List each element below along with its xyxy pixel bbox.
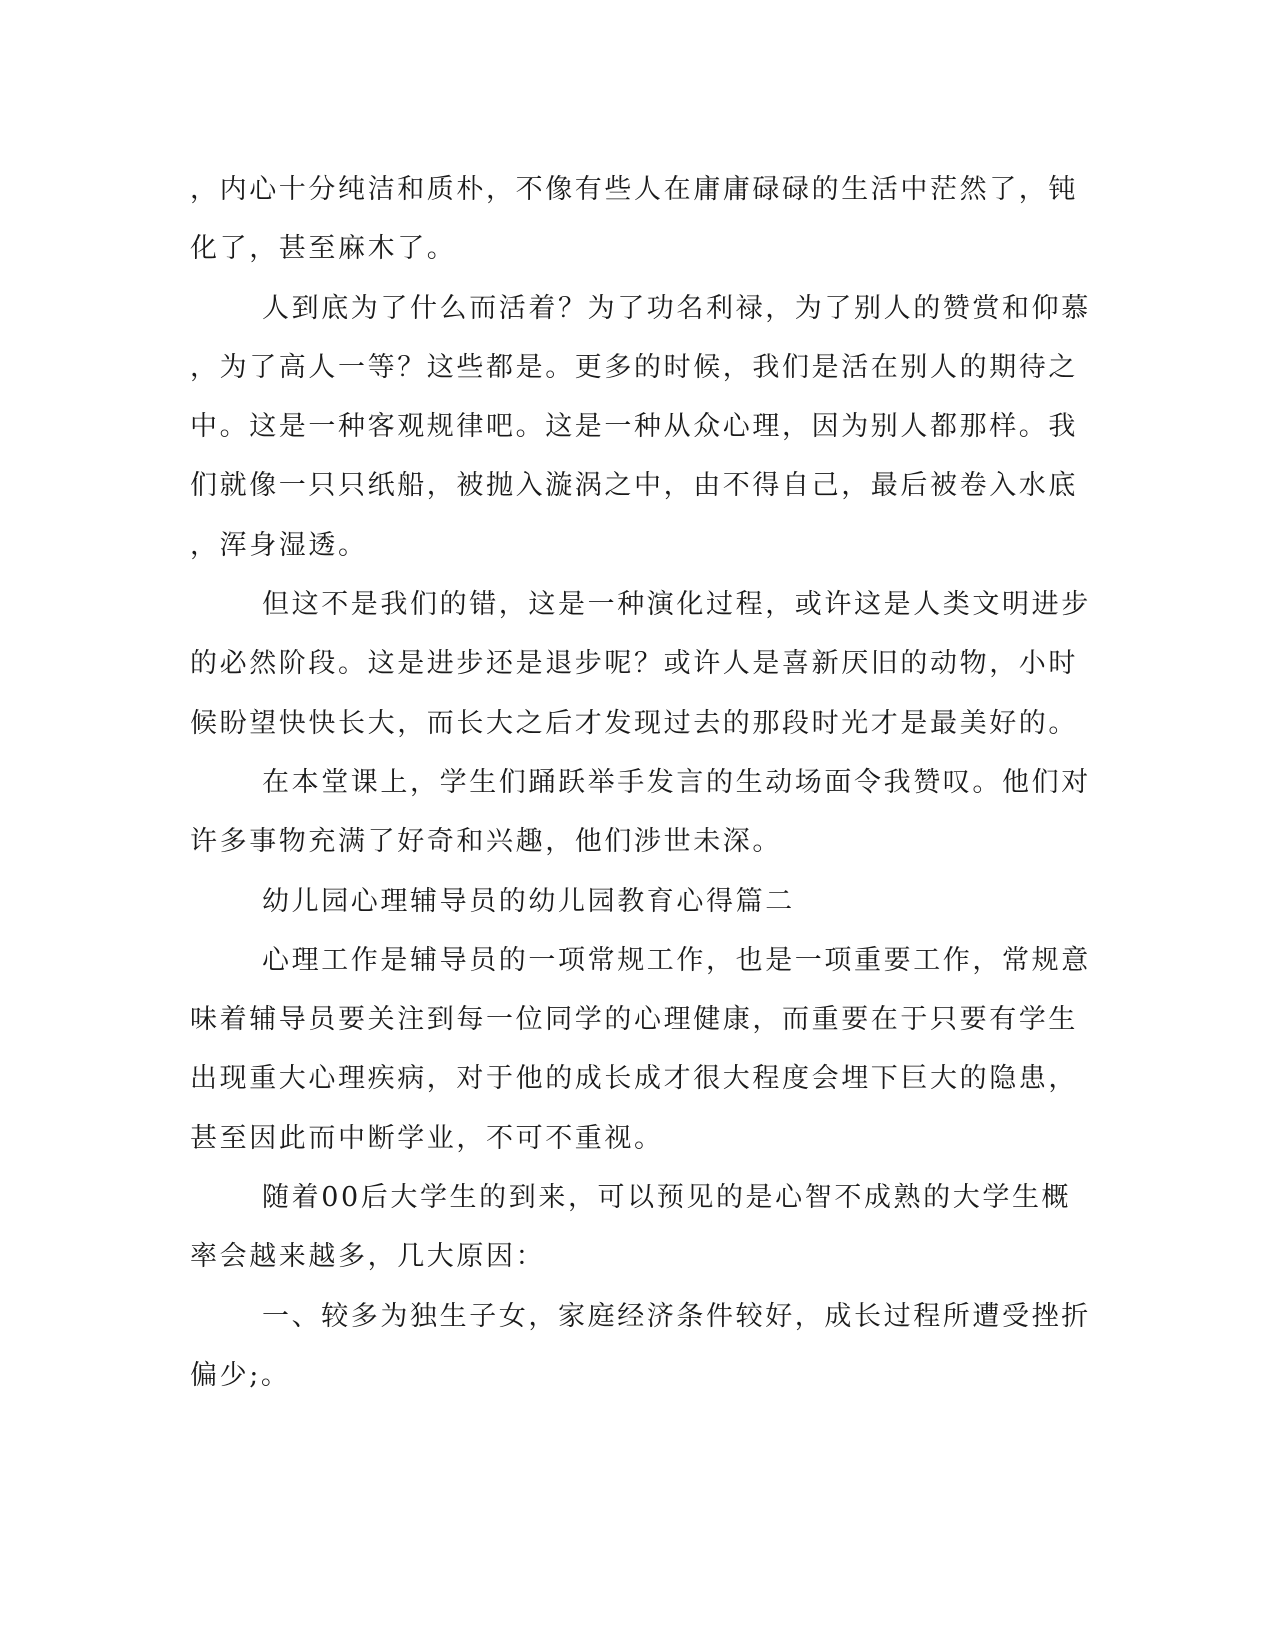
text-line: ，内心十分纯洁和质朴，不像有些人在庸庸碌碌的生活中茫然了，钝 — [190, 174, 1078, 205]
text-line: 许多事物充满了好奇和兴趣，他们涉世未深。 — [190, 826, 782, 858]
document-body — [190, 160, 1091, 1405]
text-line: 甚至因此而中断学业，不可不重视。 — [190, 1122, 664, 1154]
text-line: 们就像一只只纸船，被抛入漩涡之中，由不得自己，最后被卷入水底 — [190, 470, 1078, 502]
text-line: 中。这是一种客观规律吧。这是一种从众心理，因为别人都那样。我 — [190, 411, 1078, 443]
text-line: 的必然阶段。这是进步还是退步呢？或许人是喜新厌旧的动物，小时 — [190, 648, 1078, 680]
paragraph-start-line: 随着00后大学生的到来，可以预见的是心智不成熟的大学生概 — [262, 1182, 1072, 1214]
text-line: 出现重大心理疾病，对于他的成长成才很大程度会埋下巨大的隐患， — [190, 1063, 1078, 1095]
paragraph-start-line: 一、较多为独生子女，家庭经济条件较好，成长过程所遭受挫折 — [262, 1300, 1091, 1332]
text-line: 候盼望快快长大，而长大之后才发现过去的那段时光才是最美好的。 — [190, 707, 1078, 739]
text-line: 偏少;。 — [190, 1359, 291, 1391]
paragraph-start-line: 但这不是我们的错，这是一种演化过程，或许这是人类文明进步 — [262, 589, 1091, 621]
text-line: 味着辅导员要关注到每一位同学的心理健康，而重要在于只要有学生 — [190, 1004, 1078, 1036]
paragraph-start-line: 在本堂课上，学生们踊跃举手发言的生动场面令我赞叹。他们对 — [262, 766, 1091, 798]
section-heading: 幼儿园心理辅导员的幼儿园教育心得篇二 — [262, 885, 795, 917]
text-line: 率会越来越多，几大原因： — [190, 1241, 546, 1273]
text-line: 化了，甚至麻木了。 — [190, 233, 457, 265]
text-line: ，浑身湿透。 — [190, 529, 368, 561]
paragraph-start-line: 心理工作是辅导员的一项常规工作，也是一项重要工作，常规意 — [262, 944, 1091, 976]
paragraph-start-line: 人到底为了什么而活着？为了功名利禄，为了别人的赞赏和仰慕 — [262, 292, 1091, 324]
text-line: ，为了高人一等？这些都是。更多的时候，我们是活在别人的期待之 — [190, 351, 1078, 383]
